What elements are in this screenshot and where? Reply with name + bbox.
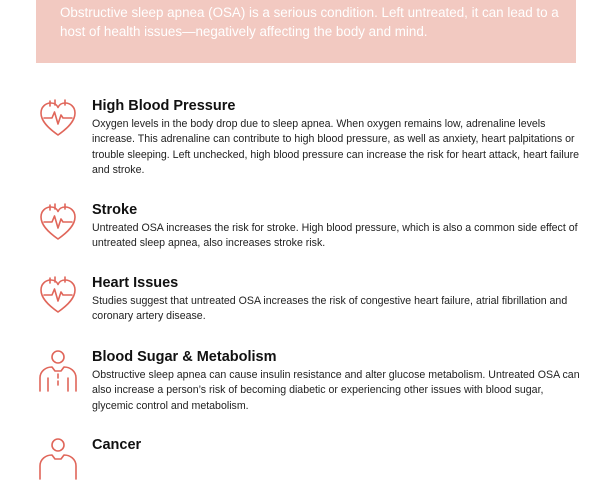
section-body: Untreated OSA increases the risk for stroke. High blood pressure, which is also a common side effect of untreated sleep apnea, also increases stroke risk. [92, 222, 578, 250]
section-title: Blood Sugar & Metabolism [92, 349, 277, 365]
intro-text: Obstructive sleep apnea (OSA) is a serious condition. Left untreated, it can lead to a host of health issues—negatively affecting the body and mind. [60, 5, 559, 39]
section-title: High Blood Pressure [92, 98, 236, 114]
intro-banner [36, 0, 576, 63]
section-title: Cancer [92, 437, 142, 453]
heart-pulse-icon [36, 201, 80, 245]
section-body: Studies suggest that untreated OSA increases the risk of congestive heart failure, atrial fibrillation and coronary artery disease. [92, 295, 568, 323]
section-body: Oxygen levels in the body drop due to sleep apnea. When oxygen remains low, adrenaline levels increase. This adrenaline can contribute to high blood pressure, as well as anxiety, heart palpitations or trouble sleeping. Left unchecked, high blood pressure can increase the risk for heart attack, heart failure and stroke. [92, 118, 580, 176]
section-title: Stroke [92, 202, 138, 218]
heart-pulse-icon [36, 274, 80, 318]
heart-pulse-icon [36, 97, 80, 141]
section-title: Heart Issues [92, 275, 179, 291]
person-icon [36, 348, 80, 392]
person-icon [36, 436, 80, 480]
section-body: Obstructive sleep apnea can cause insulin resistance and alter glucose metabolism. Untreated OSA can also increase a person’s risk of becoming diabetic or experiencing other issues with blood sugar, glycemic control and metabolism. [92, 369, 580, 412]
